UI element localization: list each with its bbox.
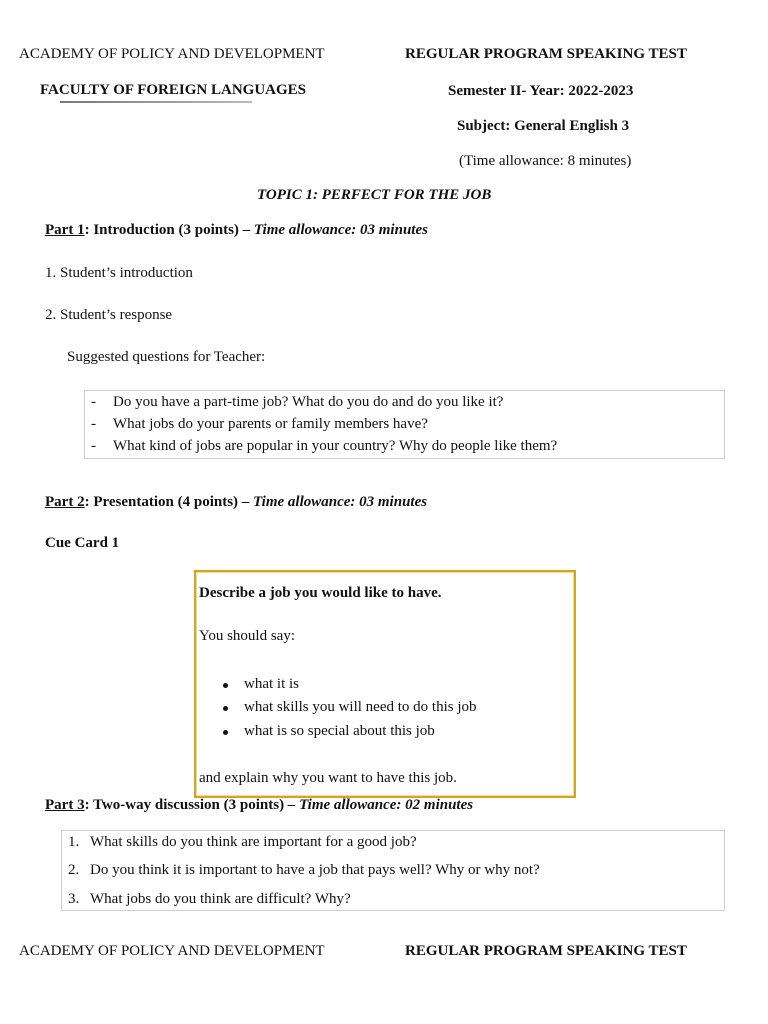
- bullet-icon: [223, 706, 228, 711]
- suggested-questions-label: Suggested questions for Teacher:: [67, 349, 266, 365]
- question-number: 3.: [68, 891, 80, 907]
- cue-card-closing: and explain why you want to have this job.: [199, 770, 457, 786]
- part3-heading: [45, 797, 473, 814]
- question-number: 1.: [68, 834, 80, 850]
- teacher-question-1: Do you have a part-time job? What do you do and do you like it?: [113, 394, 504, 410]
- faculty-name: FACULTY OF FOREIGN LANGUAGES: [40, 82, 307, 98]
- part1-label: Part 1: [45, 222, 85, 238]
- discussion-questions-box: [61, 830, 725, 911]
- cue-card-bullet-1: what it is: [244, 676, 299, 692]
- part2-time: Time allowance: 03 minutes: [253, 494, 428, 510]
- question-item: [91, 394, 96, 411]
- bullet-icon: [223, 730, 228, 735]
- cue-card-bullet-3: what is so special about this job: [244, 723, 435, 739]
- part2-heading: [45, 494, 427, 511]
- part1-item-2: 2. Student’s response: [45, 307, 173, 323]
- part3-time: Time allowance: 02 minutes: [299, 797, 474, 813]
- question-item: [91, 416, 96, 433]
- part1-title: : Introduction (3 points) –: [84, 222, 254, 238]
- question-number: 2.: [68, 862, 80, 878]
- part2-label: Part 2: [45, 494, 85, 510]
- footer-test-title: REGULAR PROGRAM SPEAKING TEST: [405, 943, 687, 959]
- bullet-icon: [223, 683, 228, 688]
- discussion-question-3: What jobs do you think are difficult? Why?: [90, 891, 351, 907]
- part2-title: : Presentation (4 points) –: [84, 494, 254, 510]
- institution-name: ACADEMY OF POLICY AND DEVELOPMENT: [19, 46, 325, 62]
- part1-item-1: 1. Student’s introduction: [45, 265, 193, 281]
- subject: Subject: General English 3: [457, 118, 630, 134]
- suggested-questions-box: [84, 390, 725, 459]
- discussion-question-2: Do you think it is important to have a job that pays well? Why or why not?: [90, 862, 540, 878]
- part3-label: Part 3: [45, 797, 85, 813]
- test-title: REGULAR PROGRAM SPEAKING TEST: [405, 46, 687, 62]
- part3-title: : Two-way discussion (3 points) –: [84, 797, 300, 813]
- cue-card-label: Cue Card 1: [45, 535, 120, 551]
- dash-marker: -: [91, 438, 96, 454]
- question-item: [91, 438, 96, 455]
- teacher-question-3: What kind of jobs are popular in your country? Why do people like them?: [113, 438, 558, 454]
- cue-card-should-say: You should say:: [199, 628, 295, 644]
- dash-marker: -: [91, 394, 96, 410]
- cue-card-prompt: Describe a job you would like to have.: [199, 585, 442, 601]
- part1-heading: [45, 222, 428, 239]
- topic-title: TOPIC 1: PERFECT FOR THE JOB: [257, 187, 492, 203]
- footer-institution-name: ACADEMY OF POLICY AND DEVELOPMENT: [19, 943, 325, 959]
- dash-marker: -: [91, 416, 96, 432]
- semester: Semester II- Year: 2022-2023: [448, 83, 634, 99]
- cue-card-bullet-2: what skills you will need to do this job: [244, 699, 477, 715]
- discussion-question-1: What skills do you think are important for a good job?: [90, 834, 417, 850]
- part1-time: Time allowance: 03 minutes: [253, 222, 428, 238]
- teacher-question-2: What jobs do your parents or family members have?: [113, 416, 428, 432]
- faculty-underline: [60, 101, 252, 103]
- cue-card-box: [194, 570, 576, 798]
- time-allowance-total: (Time allowance: 8 minutes): [459, 153, 632, 169]
